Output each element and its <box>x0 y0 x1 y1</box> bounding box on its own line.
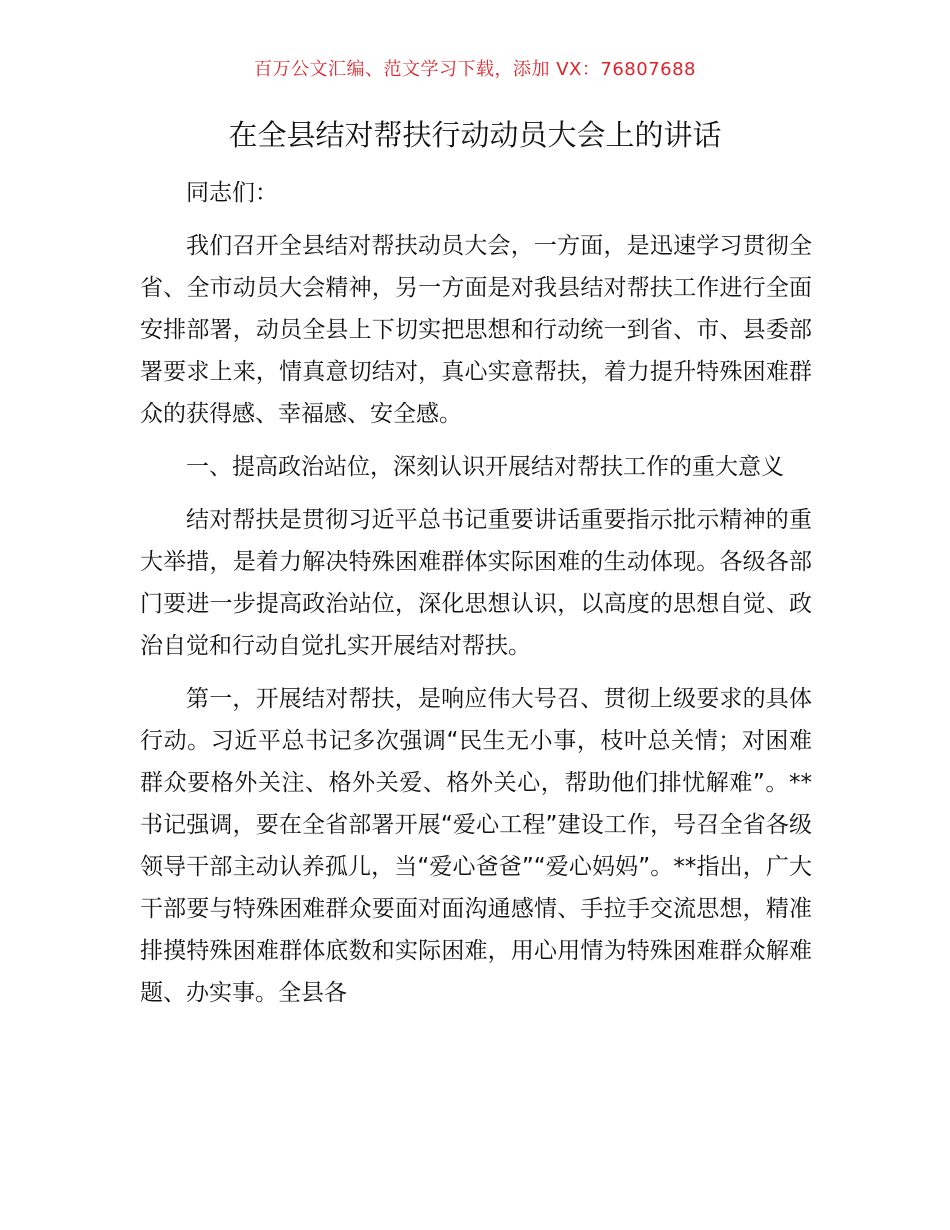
paragraph-section-1: 结对帮扶是贯彻习近平总书记重要讲话重要指示批示精神的重大举措，是着力解决特殊困难群体实际困难的生动体现。各级各部门要进一步提高政治站位，深化思想认识，以高度的思想自觉、政治自觉和行动自觉扎实开展结对帮扶。 <box>140 507 812 659</box>
document-body <box>140 172 812 1025</box>
paragraph-first-point: 第一，开展结对帮扶，是响应伟大号召、贯彻上级要求的具体行动。习近平总书记多次强调“民生无小事，枝叶总关情；对困难群众要格外关注、格外关爱、格外关心，帮助他们排忧解难”。**书记强调，要在全省部署开展“爱心工程”建设工作，号召全省各级领导干部主动认养孤儿，当“爱心爸爸”“爱心妈妈”。**指出，广大干部要与特殊困难群众要面对面沟通感情、手拉手交流思想，精准排摸特殊困难群体底数和实际困难，用心用情为特殊困难群众解难题、办实事。全县各 <box>140 686 812 1006</box>
document-title: 在全县结对帮扶行动动员大会上的讲话 <box>228 118 722 152</box>
paragraph-intro: 我们召开全县结对帮扶动员大会，一方面，是迅速学习贯彻全省、全市动员大会精神，另一方面是对我县结对帮扶工作进行全面安排部署，动员全县上下切实把思想和行动统一到省、市、县委部署要求上来，情真意切结对，真心实意帮扶，着力提升特殊困难群众的获得感、幸福感、安全感。 <box>140 233 812 427</box>
salutation: 同志们： <box>186 180 278 206</box>
section-heading-1: 一、提高政治站位，深刻认识开展结对帮扶工作的重大意义 <box>186 454 784 480</box>
header-watermark: 百万公文汇编、范文学习下载，添加 VX：76807688 <box>254 59 696 80</box>
